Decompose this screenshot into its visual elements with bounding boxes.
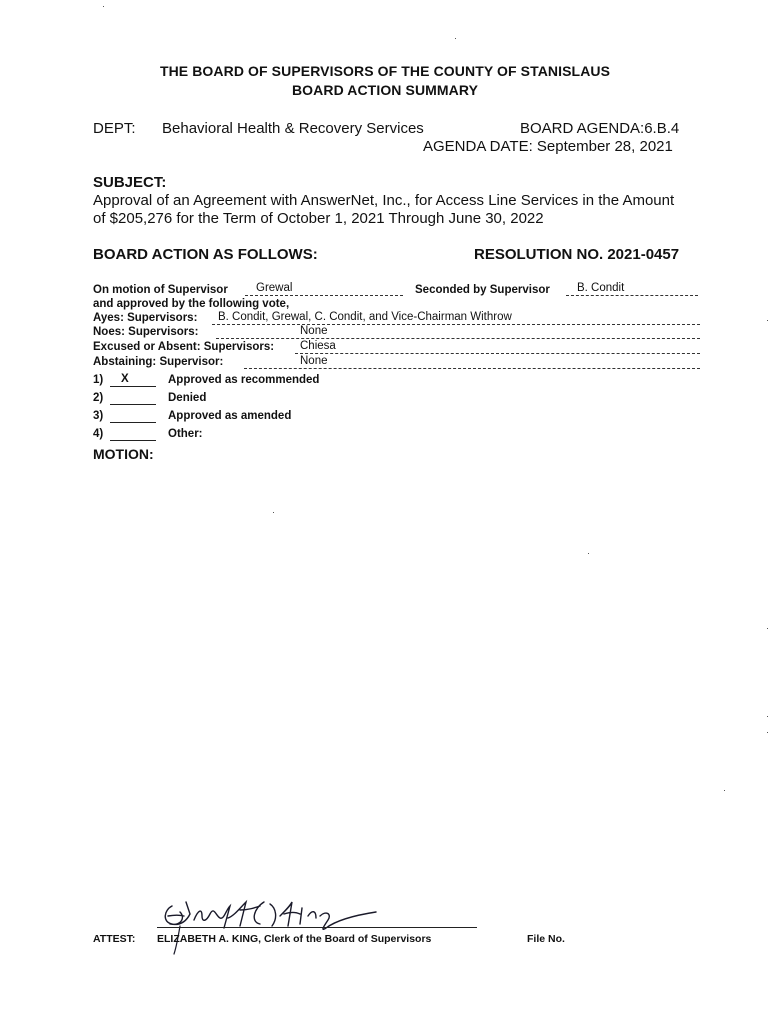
signature-line [157, 927, 477, 928]
option-1-number: 1) [93, 374, 104, 386]
abstain-underline [244, 368, 700, 369]
excused-value: Chiesa [300, 340, 336, 352]
signature [150, 888, 390, 958]
motion-underline [245, 295, 403, 296]
ayes-label: Ayes: Supervisors: [93, 312, 198, 324]
attest-label: ATTEST: [93, 933, 136, 945]
subject-label: SUBJECT: [93, 174, 167, 191]
document-subtitle: BOARD ACTION SUMMARY [291, 82, 479, 98]
scan-speck [767, 732, 768, 733]
option-3-blank [110, 422, 156, 423]
option-4-number: 4) [93, 428, 104, 440]
scan-speck [724, 790, 725, 791]
option-2-label: Denied [168, 392, 207, 404]
noes-label: Noes: Supervisors: [93, 326, 199, 338]
option-3-label: Approved as amended [168, 410, 292, 422]
option-1-blank [110, 386, 156, 387]
scan-speck [767, 320, 768, 321]
option-2-number: 2) [93, 392, 104, 404]
file-number-label: File No. [527, 933, 565, 945]
option-2-blank [110, 404, 156, 405]
motion-value: Grewal [256, 282, 293, 294]
second-label: Seconded by Supervisor [415, 284, 550, 296]
subject-line-2: of $205,276 for the Term of October 1, 2021 Through June 30, 2022 [93, 210, 544, 227]
ayes-value: B. Condit, Grewal, C. Condit, and Vice-Chairman Withrow [218, 311, 512, 323]
scan-speck [588, 553, 589, 554]
motion-label: On motion of Supervisor [93, 284, 228, 296]
ayes-underline [212, 324, 700, 325]
board-agenda: BOARD AGENDA:6.B.4 [520, 120, 680, 137]
option-1-mark: X [121, 373, 129, 385]
scan-speck [103, 6, 104, 7]
scan-speck [767, 628, 768, 629]
agenda-date: AGENDA DATE: September 28, 2021 [423, 138, 673, 155]
option-4-blank [110, 440, 156, 441]
attest-name: ELIZABETH A. KING, Clerk of the Board of Supervisors [157, 933, 432, 945]
subject-line-1: Approval of an Agreement with AnswerNet, Inc., for Access Line Services in the Amount [93, 192, 675, 209]
resolution-number: RESOLUTION NO. 2021-0457 [474, 246, 680, 263]
option-3-number: 3) [93, 410, 104, 422]
option-1-label: Approved as recommended [168, 374, 320, 386]
scan-speck [455, 38, 456, 39]
excused-underline [295, 353, 700, 354]
board-action-label: BOARD ACTION AS FOLLOWS: [93, 246, 318, 263]
dept-label: DEPT: [93, 120, 136, 137]
second-underline [566, 295, 698, 296]
dept-value: Behavioral Health & Recovery Services [162, 120, 424, 137]
option-4-label: Other: [168, 428, 203, 440]
document-title: THE BOARD OF SUPERVISORS OF THE COUNTY OF STANISLAUS [159, 63, 611, 79]
second-value: B. Condit [577, 282, 625, 294]
scan-speck [767, 716, 768, 717]
abstain-value: None [300, 355, 328, 367]
motion-heading: MOTION: [93, 446, 154, 462]
noes-value: None [300, 325, 328, 337]
abstain-label: Abstaining: Supervisor: [93, 356, 224, 368]
excused-label: Excused or Absent: Supervisors: [93, 341, 275, 353]
scan-speck [273, 512, 274, 513]
approved-line: and approved by the following vote, [93, 298, 290, 310]
noes-underline [216, 338, 700, 339]
